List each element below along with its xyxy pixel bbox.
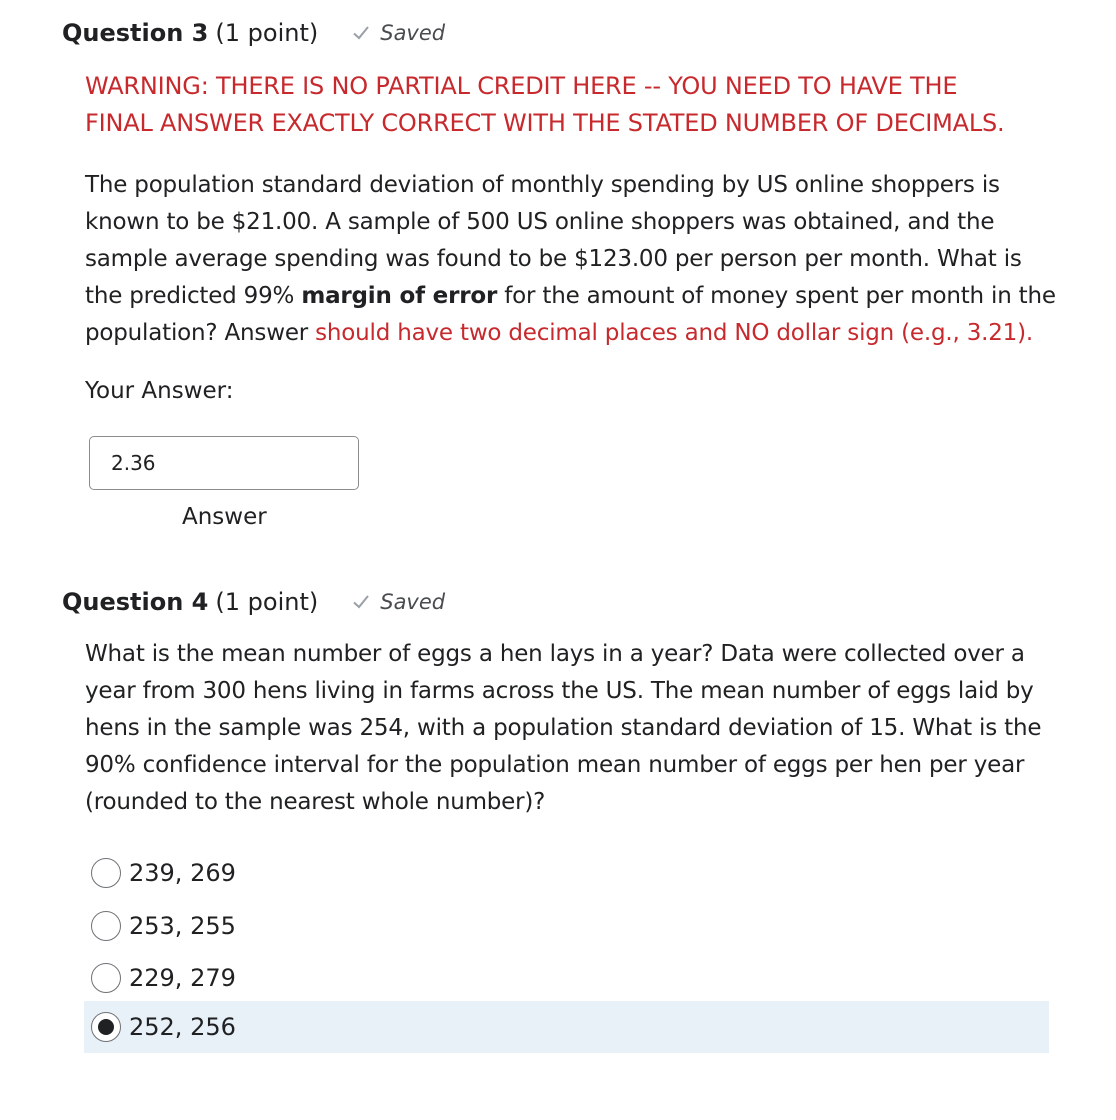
emphasis-text: margin of error xyxy=(301,283,498,309)
question-line: year from 300 hens living in farms across the US. The mean number of eggs laid by xyxy=(85,678,1034,704)
question-3-title: Question 3 xyxy=(62,19,209,47)
warning-line: FINAL ANSWER EXACTLY CORRECT WITH THE STATED NUMBER OF DECIMALS. xyxy=(85,109,1005,137)
question-line xyxy=(85,278,1085,315)
option-label: 253, 255 xyxy=(129,912,236,940)
line-text: for the amount of money spent per month in the xyxy=(497,283,1056,309)
answer-option-4[interactable] xyxy=(84,1001,1049,1053)
radio-button[interactable] xyxy=(91,963,121,993)
question-4-text xyxy=(85,636,1085,821)
question-line: (rounded to the nearest whole number)? xyxy=(85,789,546,815)
warning-text xyxy=(85,68,1095,142)
question-line: What is the mean number of eggs a hen lays in a year? Data were collected over a xyxy=(85,641,1025,667)
radio-button[interactable] xyxy=(91,911,121,941)
check-icon xyxy=(352,24,370,42)
question-4-saved-status xyxy=(352,590,445,614)
answer-option-2[interactable] xyxy=(84,900,1049,952)
question-line: The population standard deviation of monthly spending by US online shoppers is xyxy=(85,172,1000,198)
question-3-text xyxy=(85,167,1085,352)
question-3-points: (1 point) xyxy=(215,19,319,47)
answer-option-3[interactable] xyxy=(84,952,1049,1004)
question-3-header xyxy=(62,18,445,48)
question-line xyxy=(85,315,1085,352)
answer-input[interactable]: 2.36 xyxy=(89,436,359,490)
question-3-saved-status xyxy=(352,21,445,45)
question-line: known to be $21.00. A sample of 500 US online shoppers was obtained, and the xyxy=(85,209,995,235)
line-text: population? Answer xyxy=(85,320,316,346)
question-4-header xyxy=(62,587,445,617)
option-label: 229, 279 xyxy=(129,964,236,992)
question-line: hens in the sample was 254, with a population standard deviation of 15. What is the xyxy=(85,715,1042,741)
saved-label: Saved xyxy=(380,590,446,614)
question-line: 90% confidence interval for the population mean number of eggs per hen per year xyxy=(85,752,1025,778)
your-answer-label: Your Answer: xyxy=(85,378,234,404)
option-label: 239, 269 xyxy=(129,859,236,887)
radio-button[interactable] xyxy=(91,858,121,888)
question-line: sample average spending was found to be $123.00 per person per month. What is xyxy=(85,246,1022,272)
saved-label: Saved xyxy=(380,21,446,45)
radio-button-selected[interactable] xyxy=(91,1012,121,1042)
option-label: 252, 256 xyxy=(129,1013,236,1041)
line-text: the predicted 99% xyxy=(85,283,302,309)
question-4-title: Question 4 xyxy=(62,588,209,616)
warning-line: WARNING: THERE IS NO PARTIAL CREDIT HERE -- YOU NEED TO HAVE THE xyxy=(85,72,958,100)
answer-option-1[interactable] xyxy=(84,847,1049,899)
answer-field-label: Answer xyxy=(182,504,267,530)
format-instruction: should have two decimal places and NO dollar sign (e.g., 3.21). xyxy=(315,320,1034,346)
question-4-points: (1 point) xyxy=(215,588,319,616)
check-icon xyxy=(352,593,370,611)
